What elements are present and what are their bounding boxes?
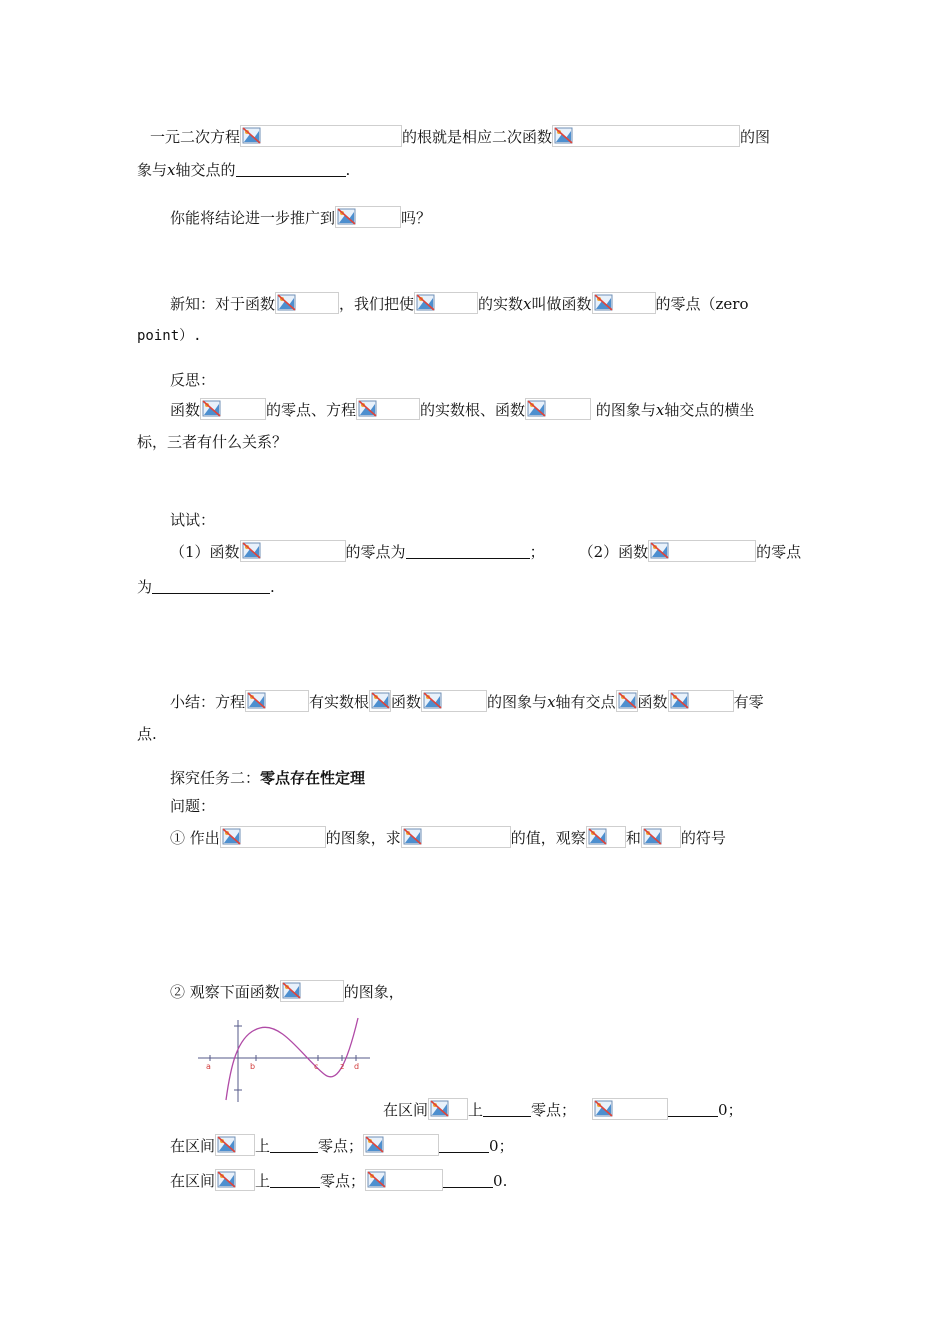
formula-image [275, 292, 339, 314]
broken-image-icon [217, 1171, 237, 1189]
question-1: ① 作出 的图象，求 的值，观察 和 的符号 [170, 826, 726, 850]
broken-image-icon [670, 692, 690, 710]
formula-image [363, 1134, 439, 1156]
reflection-line-1: 函数 的零点、方程 的实数根、函数 的图象与x轴交点的横坐 [170, 398, 754, 422]
formula-image [220, 826, 326, 848]
broken-image-icon [618, 692, 638, 710]
formula-image [369, 690, 391, 712]
formula-image [428, 1098, 468, 1120]
formula-image [245, 690, 309, 712]
broken-image-icon [242, 127, 262, 145]
reflection-title: 反思： [170, 371, 216, 389]
formula-image [641, 826, 681, 848]
graph-label: b [250, 1062, 256, 1071]
task-two-heading: 探究任务二：零点存在性定理 [170, 769, 366, 787]
try-title: 试试： [170, 511, 216, 529]
try-line-2: 为 . [137, 578, 275, 596]
formula-image [414, 292, 478, 314]
broken-image-icon [222, 828, 242, 846]
formula-image [552, 125, 740, 147]
function-graph [196, 1016, 372, 1104]
definition-line-1: 新知：对于函数 ，我们把使 的实数x叫做函数 的零点（zero [170, 292, 749, 316]
formula-image [240, 540, 346, 562]
broken-image-icon [650, 542, 670, 560]
formula-image [668, 690, 734, 712]
broken-image-icon [403, 828, 423, 846]
answer-blank[interactable] [443, 1171, 493, 1188]
answer-blank[interactable] [439, 1136, 489, 1153]
intro-line-2: 象与x轴交点的 . [137, 161, 351, 179]
reflection-line-2: 标，三者有什么关系？ [137, 433, 288, 451]
summary-line-2: 点. [137, 725, 157, 743]
question-2: ② 观察下面函数 的图象， [170, 980, 404, 1004]
formula-image [525, 398, 591, 420]
answer-blank[interactable] [270, 1171, 320, 1188]
answer-blank[interactable] [270, 1136, 318, 1153]
broken-image-icon [594, 1100, 614, 1118]
broken-image-icon [282, 982, 302, 1000]
try-line-1: （1）函数 的零点为 ； （2）函数 的零点 [170, 540, 801, 564]
answer-blank[interactable] [406, 542, 530, 559]
formula-image [421, 690, 487, 712]
formula-image [586, 826, 626, 848]
broken-image-icon [423, 692, 443, 710]
formula-image [280, 980, 344, 1002]
formula-image [240, 125, 402, 147]
graph-label: d [354, 1062, 360, 1071]
function-curve [226, 1018, 358, 1100]
broken-image-icon [337, 208, 357, 226]
broken-image-icon [594, 294, 614, 312]
formula-image [335, 206, 401, 228]
formula-image [616, 690, 638, 712]
answer-blank[interactable] [668, 1100, 718, 1117]
graph-label: c [314, 1062, 319, 1071]
broken-image-icon [242, 542, 262, 560]
broken-image-icon [217, 1136, 237, 1154]
broken-image-icon [277, 294, 297, 312]
generalize-question: 你能将结论进一步推广到 吗？ [170, 206, 431, 230]
formula-image [401, 826, 511, 848]
interval-row-1: 在区间 上 零点； 0； [383, 1098, 743, 1122]
interval-row-3: 在区间 上 零点； 0. [170, 1169, 507, 1193]
interval-row-2: 在区间 上 零点； 0； [170, 1134, 514, 1158]
formula-image [200, 398, 266, 420]
broken-image-icon [588, 828, 608, 846]
graph-label: a [206, 1062, 211, 1071]
answer-blank[interactable] [152, 577, 270, 594]
graph-label: 2 [340, 1063, 345, 1071]
intro-line-1: 一元二次方程 的根就是相应二次函数 的图 [150, 125, 770, 149]
broken-image-icon [365, 1136, 385, 1154]
formula-image [648, 540, 756, 562]
broken-image-icon [367, 1171, 387, 1189]
broken-image-icon [371, 692, 391, 710]
broken-image-icon [430, 1100, 450, 1118]
question-label: 问题： [170, 797, 216, 815]
broken-image-icon [643, 828, 663, 846]
summary-line-1: 小结：方程 有实数根 函数 的图象与x轴有交点 函数 有零 [170, 690, 764, 714]
broken-image-icon [527, 400, 547, 418]
broken-image-icon [554, 127, 574, 145]
formula-image [365, 1169, 443, 1191]
formula-image [592, 1098, 668, 1120]
broken-image-icon [358, 400, 378, 418]
definition-line-2: point）. [137, 328, 202, 344]
broken-image-icon [416, 294, 436, 312]
answer-blank[interactable] [236, 160, 346, 177]
answer-blank[interactable] [483, 1100, 531, 1117]
formula-image [356, 398, 420, 420]
formula-image [215, 1169, 255, 1191]
broken-image-icon [247, 692, 267, 710]
formula-image [215, 1134, 255, 1156]
formula-image [592, 292, 656, 314]
broken-image-icon [202, 400, 222, 418]
